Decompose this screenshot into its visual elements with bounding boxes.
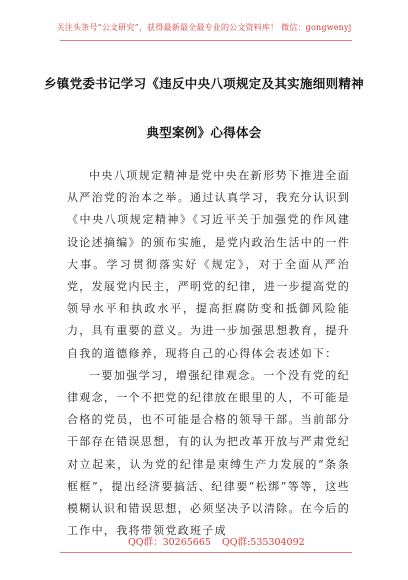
- footer-qq-group-1: QQ群：30265665: [128, 537, 211, 548]
- document-title-line1: 乡镇党委书记学习《违反中央八项规定及其实施细则精神: [43, 76, 364, 91]
- footer-qq-group-2: QQ群:535304092: [222, 537, 305, 548]
- document-body: [67, 165, 350, 542]
- paragraph: 一要加强学习，增强纪律观念。一个没有党的纪律观念，一个不把党的纪律放在眼里的人，不可能是合格的党员，也不可能是合格的领导干部。当前部分干部存在错误思想，有的认为把改革开放与严肃党纪对立起来，认为党的纪律是束缚生产力发展的“条条框框”，提出经济要搞活、纪律要“松绑”等等，这些模糊认识和错误思想，必须坚决予以清除。在今后的工作中，我将带领党政班子成: [67, 368, 350, 538]
- footer-divider: [60, 552, 352, 553]
- header-promo-note: 关注头条号“公文研究”，获得最新最全最专业的公文资料库！ 微信：gongwenyj: [56, 23, 352, 32]
- paragraph: 中央八项规定精神是党中央在新形势下推进全面从严治党的治本之举。通过认真学习，我充分认识到《中央八项规定精神》《习近平关于加强党的作风建设论述摘编》的颁布实施，是党内政治生活中的一件大事。学习贯彻落实好《规定》，对于全面从严治党，发展党内民主，严明党的纪律，进一步提高党的领导水平和执政水平，提高拒腐防变和抵御风险能力，具有重要的意义。为进一步加强思想教育，提升自我的道德修养，现将自己的心得体会表述如下：: [67, 169, 350, 360]
- header-divider: [60, 40, 352, 41]
- document-title-line2: 典型案例》心得体会: [146, 125, 262, 140]
